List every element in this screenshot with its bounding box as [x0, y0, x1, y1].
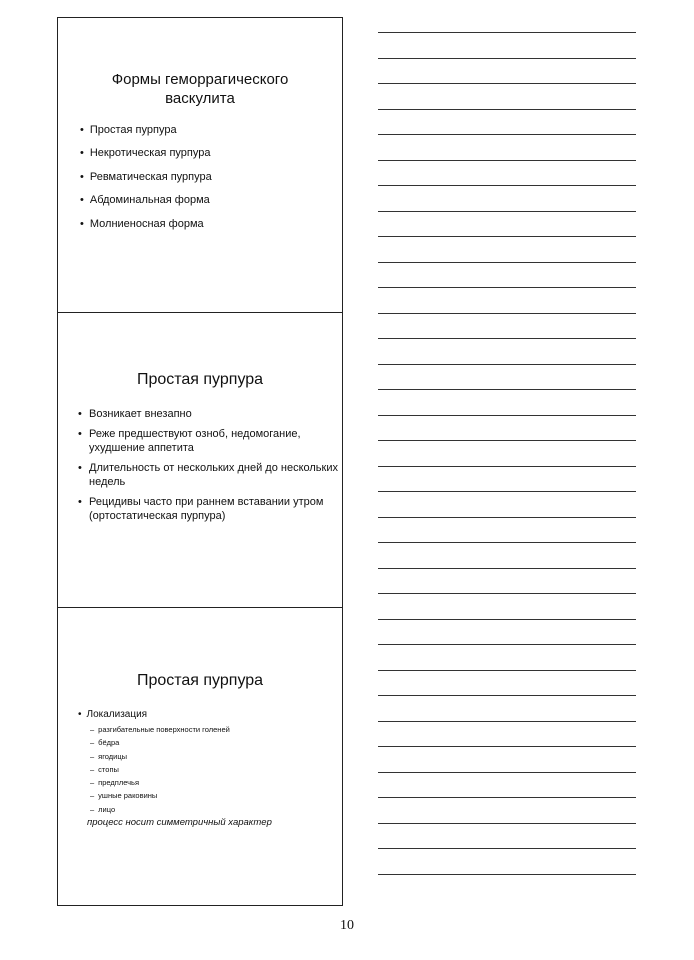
note-line	[378, 695, 636, 696]
slide-3-title: Простая пурпура	[136, 672, 264, 689]
note-line	[378, 211, 636, 212]
list-item	[78, 461, 342, 489]
list-item	[80, 146, 342, 160]
sub-item-text: ягодицы	[98, 751, 128, 761]
note-line	[378, 287, 636, 288]
note-line	[378, 313, 636, 314]
slide-3-sub-list	[90, 723, 342, 816]
bullet-text: Абдоминальная форма	[89, 194, 210, 207]
note-line	[378, 746, 636, 747]
bullet-text: Возникает внезапно	[89, 408, 192, 420]
note-line	[378, 797, 636, 798]
sub-list-item	[90, 763, 342, 776]
slide-3	[58, 608, 342, 905]
sub-item-text: ушные раковины	[98, 791, 158, 801]
bullet-icon: •	[80, 194, 84, 207]
note-line	[378, 58, 636, 59]
bullet-text: Простая пурпура	[89, 124, 177, 136]
note-line	[378, 236, 636, 237]
note-line	[378, 823, 636, 824]
bullet-text: Реже предшествуют озноб, недомогание, ухудшение аппетита	[89, 428, 301, 454]
slide-2	[58, 313, 342, 608]
list-item	[80, 123, 342, 137]
bullet-icon: •	[78, 408, 82, 420]
note-line	[378, 644, 636, 645]
dash-icon: –	[90, 725, 95, 734]
sub-item-text: лицо	[98, 804, 116, 814]
bullet-text: Длительность от нескольких дней до нескольких недель	[89, 462, 338, 488]
slide-1	[58, 18, 342, 313]
dash-icon: –	[90, 791, 95, 801]
slide-3-main-bullet	[78, 708, 342, 721]
sub-item-text: предплечья	[98, 778, 140, 788]
list-item	[80, 170, 342, 184]
note-line	[378, 364, 636, 365]
page-number: 10	[340, 918, 354, 933]
note-line	[378, 338, 636, 339]
sub-list-item	[90, 736, 342, 749]
note-line	[378, 721, 636, 722]
slide-3-note: процесс носит симметричный характер	[87, 817, 272, 829]
bullet-icon: •	[80, 124, 84, 136]
bullet-icon: •	[78, 428, 82, 440]
note-line	[378, 185, 636, 186]
sub-item-text: стопы	[98, 764, 119, 774]
note-line	[378, 32, 636, 33]
notes-lines-area	[378, 32, 636, 900]
note-line	[378, 619, 636, 620]
main-bullet-text: Локализация	[86, 709, 148, 720]
note-line	[378, 542, 636, 543]
note-line	[378, 517, 636, 518]
list-item	[80, 217, 342, 231]
note-line	[378, 772, 636, 773]
slide-2-bullet-list	[78, 407, 342, 523]
sub-list-item	[90, 789, 342, 802]
bullet-text: Ревматическая пурпура	[89, 170, 212, 183]
note-line	[378, 568, 636, 569]
bullet-icon: •	[80, 147, 84, 160]
dash-icon: –	[90, 738, 95, 748]
bullet-text: Рецидивы часто при раннем вставании утром (ортостатическая пурпура)	[89, 496, 324, 522]
bullet-icon: •	[78, 496, 82, 508]
dash-icon: –	[90, 778, 95, 788]
dash-icon: –	[90, 804, 95, 814]
slide-2-title: Простая пурпура	[136, 371, 264, 388]
note-line	[378, 389, 636, 390]
slide-1-bullet-list	[80, 123, 342, 231]
note-line	[378, 160, 636, 161]
slide-1-title-line-2: васкулита	[165, 90, 235, 107]
note-line	[378, 109, 636, 110]
note-line	[378, 262, 636, 263]
sub-list-item	[90, 723, 342, 736]
note-line	[378, 466, 636, 467]
bullet-text: Молниеносная форма	[89, 217, 204, 230]
note-line	[378, 83, 636, 84]
bullet-text: Некротическая пурпура	[89, 147, 211, 160]
dash-icon: –	[90, 751, 95, 761]
sub-item-text: разгибательные поверхности голеней	[98, 725, 230, 734]
sub-list-item	[90, 750, 342, 763]
note-line	[378, 874, 636, 875]
note-line	[378, 848, 636, 849]
note-line	[378, 593, 636, 594]
dash-icon: –	[90, 764, 95, 774]
sub-item-text: бёдра	[98, 738, 120, 748]
bullet-icon: •	[78, 462, 82, 474]
sub-list-item	[90, 803, 342, 816]
list-item	[78, 427, 342, 455]
list-item	[78, 495, 342, 523]
slide-1-title	[58, 70, 342, 108]
list-item	[80, 193, 342, 207]
list-item	[78, 407, 342, 421]
bullet-icon: •	[80, 170, 84, 183]
slides-column	[57, 17, 343, 906]
slide-1-title-line-1: Формы геморрагического	[111, 71, 289, 88]
note-line	[378, 415, 636, 416]
bullet-icon: •	[78, 709, 82, 720]
note-line	[378, 440, 636, 441]
sub-list-item	[90, 776, 342, 789]
note-line	[378, 134, 636, 135]
note-line	[378, 670, 636, 671]
bullet-icon: •	[80, 217, 84, 230]
note-line	[378, 491, 636, 492]
